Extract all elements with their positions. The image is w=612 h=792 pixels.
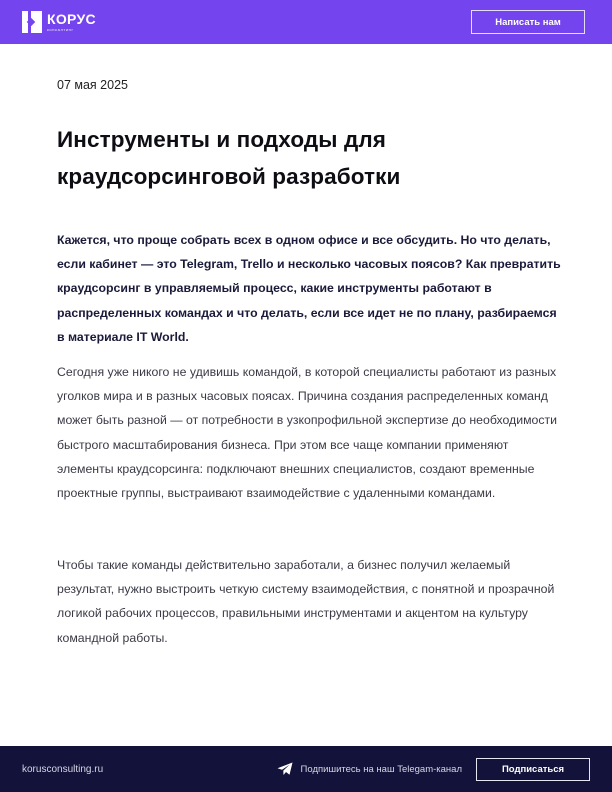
- contact-us-button[interactable]: Написать нам: [471, 10, 585, 34]
- publish-date: 07 мая 2025: [57, 78, 128, 92]
- telegram-promo[interactable]: [277, 762, 462, 776]
- korus-logo-icon: [22, 11, 42, 33]
- article-paragraph: Чтобы такие команды действительно заработали, а бизнес получил желаемый результат, нужно выстроить четкую систему взаимодействия, с понятной и прозрачной логикой рабочих процессов, правильными инструментами и акцентом на культуру командной работы.: [57, 558, 555, 645]
- logo-text: [47, 12, 96, 32]
- telegram-text: Подпишитесь на наш Telegam-канал: [300, 763, 462, 775]
- site-link[interactable]: korusconsulting.ru: [22, 763, 104, 775]
- logo-subtitle: консалтинг: [47, 27, 74, 32]
- article-title: Инструменты и подходы для краудсорсинговой разработки: [57, 127, 401, 189]
- site-footer: [0, 746, 612, 792]
- subscribe-button[interactable]: Подписаться: [476, 758, 590, 781]
- article-paragraph: Сегодня уже никого не удивишь командой, в которой специалисты работают из разных уголков мира и в разных часовых поясах. Причина создания распределенных команд может быть разной — от потребности в узкопрофильной экспертизе до необходимости быстрого масштабирования бизнеса. При этом все чаще компании применяют элементы краудсорсинга: подключают внешних специалистов, создают временные проектные группы, выстраивают взаимодействие с удаленными командами.: [57, 365, 558, 501]
- site-header: [0, 0, 612, 44]
- logo-name: КОРУС: [47, 11, 96, 27]
- telegram-icon: [277, 762, 293, 776]
- article-lead: Кажется, что проще собрать всех в одном офисе и все обсудить. Но что делать, если кабинет — это Telegram, Trello и несколько часовых поясов? Как превратить краудсорсинг в управляемый процесс, какие инструменты работают в распределенных командах и что делать, если все идет не по плану, разбираемся в материале IT World.: [57, 233, 561, 344]
- korus-logo[interactable]: [22, 11, 96, 33]
